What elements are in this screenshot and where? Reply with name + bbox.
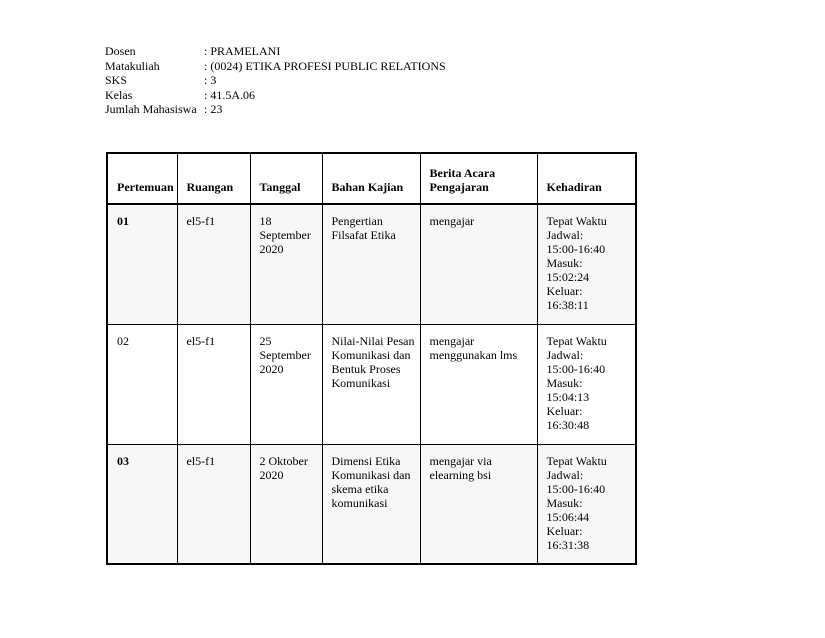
cell-tanggal: 18 September 2020: [250, 204, 322, 324]
sks-label: SKS: [105, 73, 128, 87]
cell-ruangan: el5-f1: [177, 324, 250, 444]
kehadiran-status: Tepat Waktu: [546, 333, 607, 348]
header-pertemuan: Pertemuan: [107, 153, 177, 204]
cell-kehadiran: [537, 444, 636, 564]
jumlah-mahasiswa-row: [105, 102, 446, 117]
kehadiran-jadwal: 15:00-16:40: [546, 361, 606, 376]
sks-row: [105, 73, 446, 88]
jumlah-mahasiswa-value: : 23: [204, 102, 223, 116]
cell-pertemuan: 03: [107, 444, 177, 564]
matakuliah-row: [105, 59, 446, 74]
kelas-value: : 41.5A.06: [204, 87, 255, 102]
header-tanggal: Tanggal: [250, 153, 322, 204]
dosen-label: Dosen: [105, 44, 136, 58]
kehadiran-jadwal: 15:00-16:40: [546, 481, 606, 496]
kehadiran-jadwal-label: Jadwal:: [546, 467, 584, 482]
kehadiran-keluar-label: Keluar:: [546, 403, 583, 418]
cell-berita-acara: mengajar: [420, 204, 537, 324]
kelas-row: [105, 88, 446, 103]
cell-pertemuan: 01: [107, 204, 177, 324]
kehadiran-masuk: 15:04:13: [546, 389, 590, 404]
cell-pertemuan: 02: [107, 324, 177, 444]
table-row: [107, 324, 636, 444]
kehadiran-masuk: 15:06:44: [546, 509, 590, 524]
cell-tanggal: 2 Oktober 2020: [250, 444, 322, 564]
matakuliah-value: : (0024) ETIKA PROFESI PUBLIC RELATIONS: [204, 58, 446, 73]
cell-ruangan: el5-f1: [177, 204, 250, 324]
kehadiran-keluar: 16:31:38: [546, 537, 590, 552]
cell-bahan-kajian: Nilai-Nilai Pesan Komunikasi dan Bentuk Proses Komunikasi: [322, 324, 420, 444]
sks-value: : 3: [204, 73, 217, 87]
header-kehadiran: Kehadiran: [537, 153, 636, 204]
cell-bahan-kajian: Pengertian Filsafat Etika: [322, 204, 420, 324]
cell-bahan-kajian: Dimensi Etika Komunikasi dan skema etika komunikasi: [322, 444, 420, 564]
kehadiran-jadwal-label: Jadwal:: [546, 228, 584, 242]
kelas-label: Kelas: [105, 87, 133, 102]
kehadiran-keluar: 16:38:11: [546, 298, 589, 312]
kehadiran-keluar-label: Keluar:: [546, 523, 583, 538]
cell-berita-acara: mengajar menggunakan lms: [420, 324, 537, 444]
jumlah-mahasiswa-label: Jumlah Mahasiswa: [105, 102, 197, 116]
kehadiran-status: Tepat Waktu: [546, 214, 607, 228]
header-bahan-kajian: Bahan Kajian: [322, 153, 420, 204]
kehadiran-jadwal-label: Jadwal:: [546, 347, 584, 362]
attendance-table: [106, 152, 637, 565]
kehadiran-masuk-label: Masuk:: [546, 375, 583, 390]
cell-berita-acara: mengajar via elearning bsi: [420, 444, 537, 564]
matakuliah-label: Matakuliah: [105, 58, 160, 73]
kehadiran-keluar-label: Keluar:: [546, 284, 583, 298]
kehadiran-jadwal: 15:00-16:40: [546, 242, 606, 256]
kehadiran-keluar: 16:30:48: [546, 417, 590, 432]
table-row: [107, 204, 636, 324]
kehadiran-status: Tepat Waktu: [546, 453, 607, 468]
kehadiran-masuk: 15:02:24: [546, 270, 590, 284]
cell-kehadiran: [537, 324, 636, 444]
dosen-row: [105, 44, 446, 59]
cell-ruangan: el5-f1: [177, 444, 250, 564]
course-info: [105, 44, 446, 117]
table-row: [107, 444, 636, 564]
kehadiran-masuk-label: Masuk:: [546, 256, 583, 270]
dosen-value: : PRAMELANI: [204, 44, 281, 58]
kehadiran-masuk-label: Masuk:: [546, 495, 583, 510]
cell-tanggal: 25 September 2020: [250, 324, 322, 444]
cell-kehadiran: [537, 204, 636, 324]
header-berita-acara: Berita Acara Pengajaran: [420, 153, 537, 204]
header-ruangan: Ruangan: [177, 153, 250, 204]
table-header-row: [107, 153, 636, 204]
